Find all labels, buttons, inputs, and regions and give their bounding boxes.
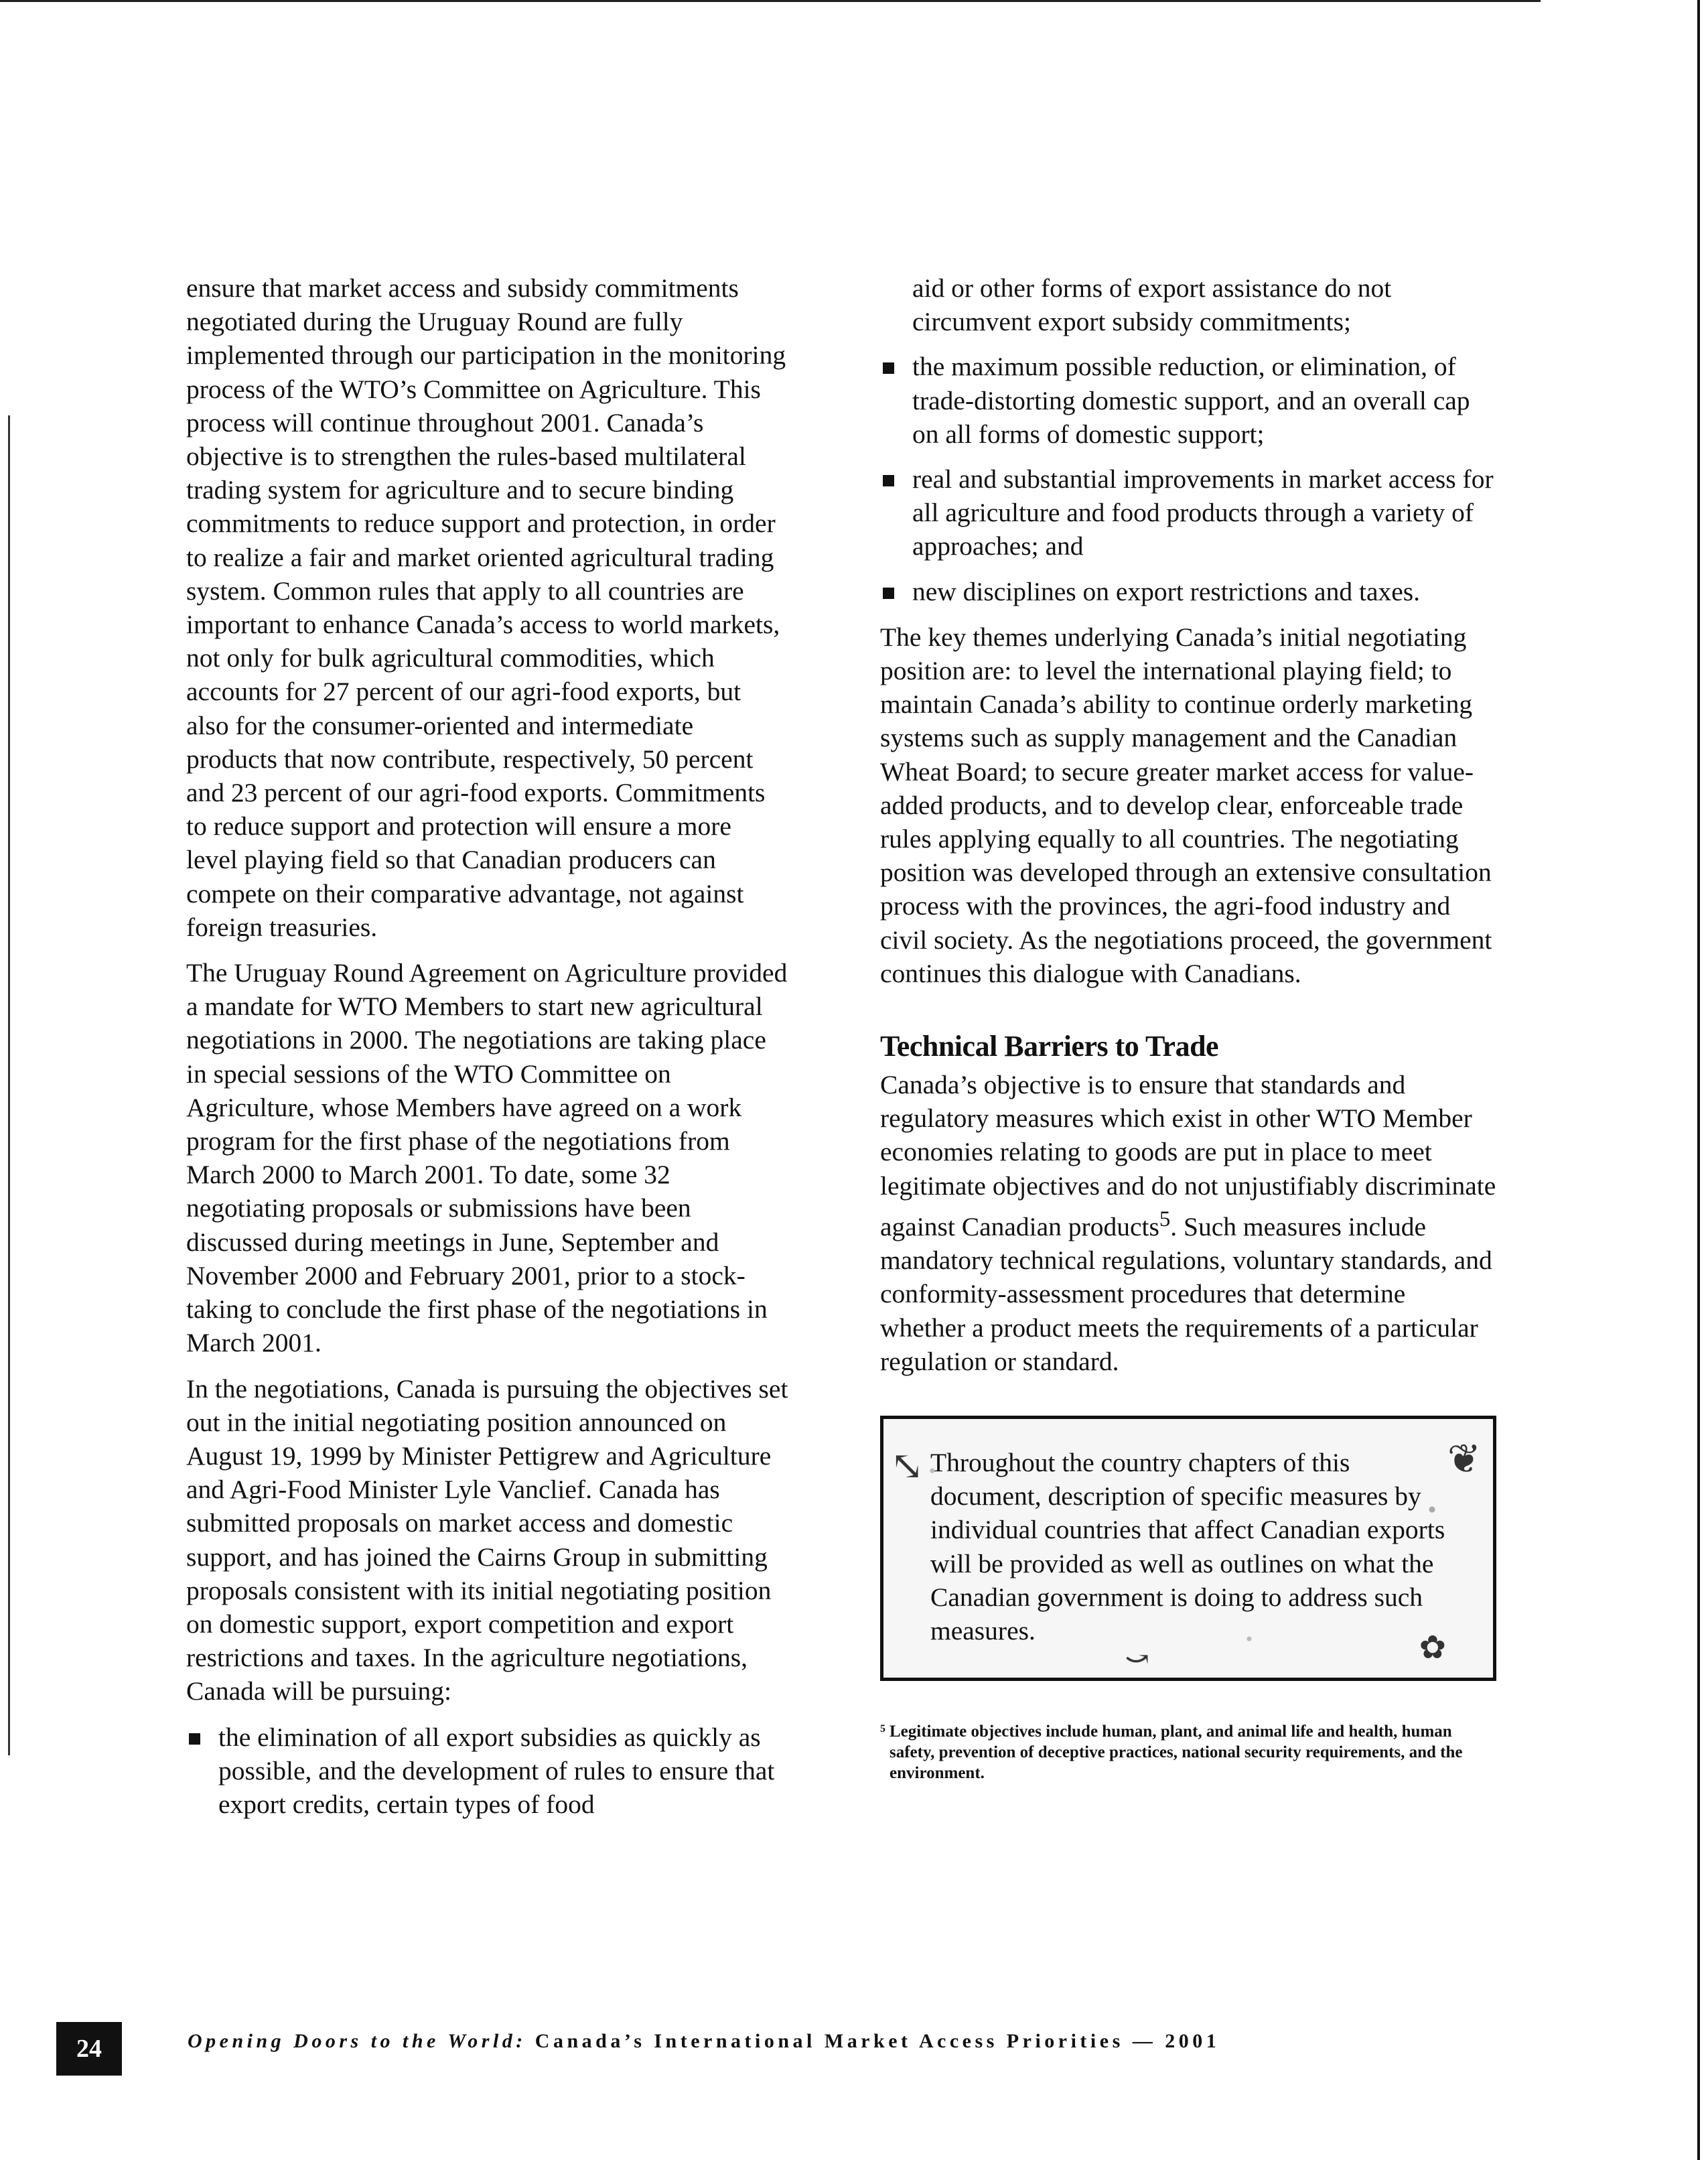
running-footer bbox=[188, 2030, 1220, 2053]
scan-edge-right bbox=[1697, 0, 1700, 2160]
page-number: 24 bbox=[56, 2022, 122, 2076]
right-column bbox=[880, 271, 1496, 1783]
sketch-decoration: ⤻ bbox=[1125, 1642, 1149, 1676]
bullet-item: the elimination of all export subsidies as quickly as possible, and the development of rules to ensure that export credits, certain types of food bbox=[186, 1720, 789, 1822]
bullet-list bbox=[186, 1720, 789, 1822]
paragraph-text: Canada’s objective is to ensure that standards and regulatory measures which exist in other WTO Member economies relating to goods are put in place to meet legitimate objectives and do not unjustifiably discriminate against Canadian products bbox=[880, 1070, 1496, 1242]
publication-title: Opening Doors to the World: bbox=[188, 2030, 526, 2052]
section-heading: Technical Barriers to Trade bbox=[880, 1030, 1219, 1063]
scan-edge-left bbox=[8, 415, 10, 1755]
bullet-item: new disciplines on export restrictions and taxes. bbox=[880, 575, 1496, 608]
paragraph bbox=[880, 1068, 1496, 1378]
bullet-continuation: aid or other forms of export assistance do not circumvent export subsidy commitments; bbox=[912, 273, 1392, 337]
paragraph: In the negotiations, Canada is pursuing the objectives set out in the initial negotiating position announced on August 19, 1999 by Minister Pettigrew and Agriculture and Agri-Food Minister Lyle Vanclief. Canada has submitted proposals on market access and domestic support, and has joined the Cairns Group in submitting proposals consistent with its initial negotiating position on domestic support, export competition and export restrictions and taxes. In the agriculture negotiations, Canada will be pursuing: bbox=[186, 1373, 788, 1706]
sketch-decoration: ✿ bbox=[1419, 1630, 1446, 1666]
footnote-text: Legitimate objectives include human, plant, and animal life and health, human safety, prevention of deceptive practices, national security requirements, and the environment. bbox=[889, 1723, 1463, 1783]
sketch-decoration: ⤡ bbox=[890, 1444, 924, 1489]
footnote-reference: 5 bbox=[1159, 1207, 1171, 1231]
scan-edge-top bbox=[0, 0, 1541, 2]
paragraph: ensure that market access and subsidy commitments negotiated during the Uruguay Round are fully implemented through our participation in the monitoring process of the WTO’s Committee on Agriculture. This process will continue throughout 2001. Canada’s objective is to strengthen the rules-based multilateral trading system for agriculture and to secure binding commitments to reduce support and protection, in order to realize a fair and market oriented agricultural trading system. Common rules that apply to all countries are important to enhance Canada’s access to world markets, not only for bulk agricultural commodities, which accounts for 27 percent of our agri-food exports, but also for the consumer-oriented and intermediate products that now contribute, respectively, 50 percent and 23 percent of our agri-food exports. Commitments to reduce support and protection will ensure a more level playing field so that Canadian producers can compete on their comparative advantage, not against foreign treasuries. bbox=[186, 273, 786, 942]
footnote-mark: 5 bbox=[880, 1723, 885, 1735]
bullet-list bbox=[880, 350, 1496, 608]
callout-text: Throughout the country chapters of this document, description of specific measures by individual countries that affect Canadian exports will be provided as well as outlines on what the Canadian government is doing to address such measures. bbox=[930, 1448, 1445, 1646]
footnote bbox=[880, 1721, 1496, 1783]
left-column bbox=[186, 271, 789, 1833]
callout-box bbox=[880, 1416, 1496, 1681]
bullet-item: real and substantial improvements in market access for all agriculture and food products through a variety of approaches; and bbox=[880, 462, 1496, 563]
paragraph-text: . Such measures include mandatory technical regulations, voluntary standards, and conformity-assessment procedures that determine whether a product meets the requirements of a particular regulation or standard. bbox=[880, 1212, 1492, 1376]
publication-subtitle: Canada’s International Market Access Priorities — 2001 bbox=[526, 2030, 1220, 2052]
bullet-item: the maximum possible reduction, or elimination, of trade-distorting domestic support, and an overall cap on all forms of domestic support; bbox=[880, 350, 1496, 451]
sketch-decoration: ❦ bbox=[1447, 1437, 1481, 1482]
paragraph: The Uruguay Round Agreement on Agriculture provided a mandate for WTO Members to start new agricultural negotiations in 2000. The negotiations are taking place in special sessions of the WTO Committee on Agriculture, whose Members have agreed on a work program for the first phase of the negotiations from March 2000 to March 2001. To date, some 32 negotiating proposals or submissions have been discussed during meetings in June, September and November 2000 and February 2001, prior to a stock-taking to conclude the first phase of the negotiations in March 2001. bbox=[186, 958, 788, 1358]
paragraph: The key themes underlying Canada’s initial negotiating position are: to level the international playing field; to maintain Canada’s ability to continue orderly marketing systems such as supply management and the Canadian Wheat Board; to secure greater market access for value-added products, and to develop clear, enforceable trade rules applying equally to all countries. The negotiating position was developed through an extensive consultation process with the provinces, the agri-food industry and civil society. As the negotiations proceed, the government continues this dialogue with Canadians. bbox=[880, 622, 1492, 988]
